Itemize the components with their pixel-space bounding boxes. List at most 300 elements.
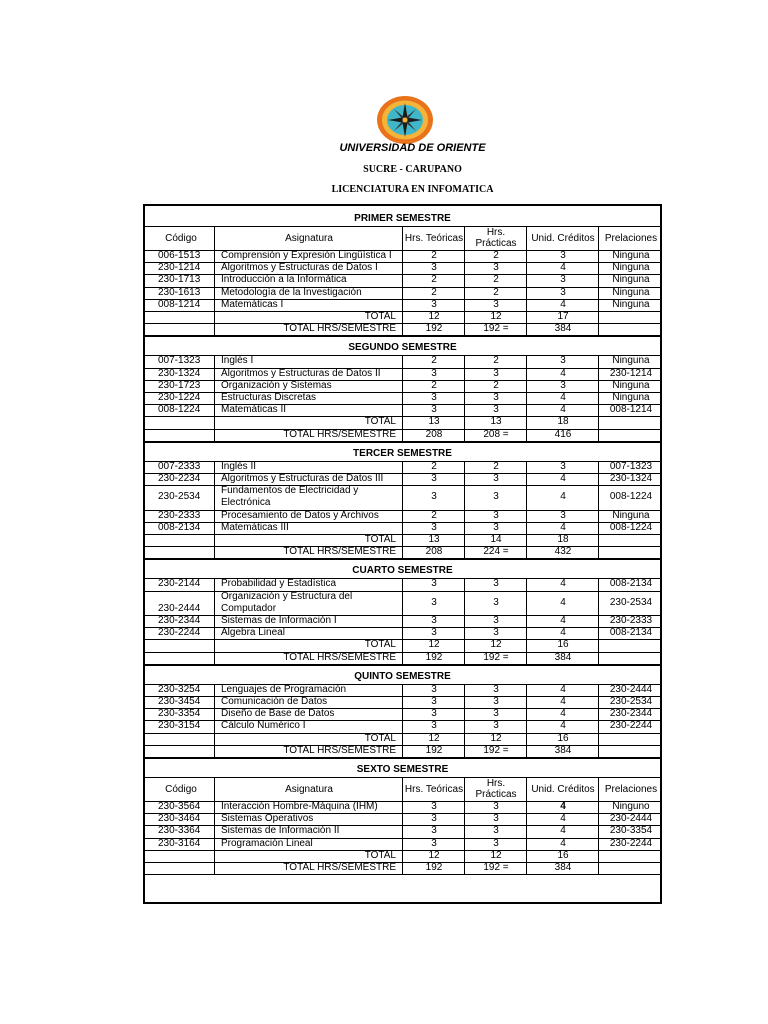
- course-code: 007-1323: [158, 355, 201, 367]
- theory-hours: 3: [431, 596, 437, 608]
- column-divider: [464, 813, 465, 825]
- practice-hours: 2: [493, 355, 499, 367]
- column-divider: [464, 274, 465, 286]
- course-code: 230-2444: [158, 602, 201, 614]
- practice-hours: 3: [493, 825, 499, 837]
- column-divider: [214, 578, 215, 590]
- column-header-theory-hours: Hrs. Teóricas: [404, 783, 464, 795]
- column-divider: [464, 534, 465, 546]
- column-divider: [526, 862, 527, 874]
- column-header-theory-hours: Hrs. Teóricas: [404, 232, 464, 244]
- course-code: 007-2333: [158, 460, 201, 472]
- column-divider: [402, 696, 403, 708]
- column-divider: [464, 250, 465, 262]
- column-divider: [402, 473, 403, 485]
- prerequisite: 008-1214: [609, 404, 653, 416]
- credit-units: 4: [560, 262, 566, 274]
- column-divider: [464, 708, 465, 720]
- column-divider: [598, 461, 599, 473]
- campus-name: SUCRE - CARUPANO: [363, 164, 462, 175]
- prerequisite: 007-1323: [609, 460, 653, 472]
- column-divider: [214, 838, 215, 850]
- column-divider: [214, 299, 215, 311]
- column-divider: [214, 287, 215, 299]
- semester-title: SEXTO SEMESTRE: [356, 764, 449, 775]
- prerequisite: 230-2444: [609, 813, 653, 825]
- column-divider: [526, 287, 527, 299]
- semester-title: TERCER SEMESTRE: [353, 447, 452, 459]
- total-hours-label: TOTAL HRS/SEMESTRE: [283, 546, 396, 558]
- column-divider: [402, 461, 403, 473]
- column-divider: [464, 777, 465, 801]
- column-divider: [402, 534, 403, 546]
- column-divider: [598, 404, 599, 416]
- column-divider: [526, 262, 527, 274]
- prerequisite: 008-1224: [609, 521, 653, 533]
- theory-hours: 3: [431, 615, 437, 627]
- course-name: Organización y Sistemas: [221, 379, 332, 391]
- theory-hours: 2: [431, 250, 437, 262]
- program-name: LICENCIATURA EN INFOMATICA: [331, 184, 494, 195]
- column-divider: [526, 708, 527, 720]
- course-code: 230-1613: [158, 286, 201, 298]
- course-name: Algoritmos y Estructuras de Datos III: [221, 473, 384, 485]
- prerequisite: Ninguna: [612, 274, 650, 286]
- column-divider: [598, 838, 599, 850]
- semester-practice-hours: 192 =: [483, 651, 509, 663]
- credit-units: 4: [560, 367, 566, 379]
- prerequisite: 230-2534: [609, 696, 653, 708]
- column-divider: [464, 696, 465, 708]
- theory-hours: 3: [431, 627, 437, 639]
- credit-units: 4: [560, 627, 566, 639]
- credit-units: 4: [560, 720, 566, 732]
- column-divider: [598, 720, 599, 732]
- course-code: 230-2333: [158, 509, 201, 521]
- column-divider: [402, 801, 403, 813]
- credit-units: 4: [560, 615, 566, 627]
- semester-total-hours: 416: [554, 428, 572, 440]
- credit-units: 4: [560, 578, 566, 590]
- column-divider: [464, 510, 465, 522]
- course-code: 230-1723: [158, 379, 201, 391]
- column-header-credits: Unid. Créditos: [531, 232, 595, 244]
- column-divider: [402, 627, 403, 639]
- column-divider: [526, 615, 527, 627]
- column-divider: [402, 850, 403, 862]
- course-code: 230-2234: [158, 473, 201, 485]
- column-divider: [214, 825, 215, 837]
- course-name: Algoritmos y Estructuras de Datos II: [221, 367, 381, 379]
- column-header-subject: Asignatura: [285, 232, 333, 244]
- course-code: 008-2134: [158, 521, 201, 533]
- column-divider: [464, 311, 465, 323]
- course-name: Metodología de la Investigación: [221, 286, 362, 298]
- total-credits: 16: [557, 732, 569, 744]
- column-divider: [526, 801, 527, 813]
- course-code: 006-1513: [158, 250, 201, 262]
- column-divider: [214, 534, 215, 546]
- column-divider: [464, 473, 465, 485]
- course-code: 230-1224: [158, 392, 201, 404]
- course-name: Sistemas de Información I: [221, 615, 337, 627]
- theory-hours: 3: [431, 720, 437, 732]
- column-divider: [214, 226, 215, 250]
- course-code: 230-1214: [158, 262, 201, 274]
- credit-units: 3: [560, 274, 566, 286]
- column-divider: [598, 684, 599, 696]
- column-divider: [214, 801, 215, 813]
- total-credits: 17: [557, 311, 569, 323]
- column-divider: [464, 862, 465, 874]
- semester-theory-hours: 192: [425, 862, 443, 874]
- theory-hours: 2: [431, 460, 437, 472]
- column-divider: [526, 510, 527, 522]
- column-divider: [464, 838, 465, 850]
- theory-hours: 3: [431, 837, 437, 849]
- theory-hours: 3: [431, 298, 437, 310]
- column-divider: [598, 473, 599, 485]
- course-name: Interacción Hombre-Máquina (IHM): [221, 801, 378, 813]
- column-divider: [598, 639, 599, 651]
- practice-hours: 3: [493, 491, 499, 503]
- column-divider: [526, 733, 527, 745]
- course-name: Algoritmos y Estructuras de Datos I: [221, 262, 378, 274]
- course-code: 230-2534: [158, 491, 201, 503]
- credit-units: 3: [560, 379, 566, 391]
- course-code: 230-1713: [158, 274, 201, 286]
- semester-total-hours: 432: [554, 546, 572, 558]
- course-name: Sistemas de Información II: [221, 825, 340, 837]
- column-divider: [526, 416, 527, 428]
- column-divider: [526, 429, 527, 441]
- theory-hours: 3: [431, 708, 437, 720]
- column-divider: [526, 311, 527, 323]
- column-divider: [214, 380, 215, 392]
- column-divider: [598, 522, 599, 534]
- total-theory-hours: 12: [428, 849, 440, 861]
- column-divider: [402, 368, 403, 380]
- theory-hours: 2: [431, 274, 437, 286]
- column-divider: [214, 733, 215, 745]
- column-divider: [598, 368, 599, 380]
- prerequisite: Ninguna: [612, 379, 650, 391]
- column-divider: [214, 777, 215, 801]
- column-divider: [598, 485, 599, 509]
- practice-hours: 3: [493, 262, 499, 274]
- course-code: 230-2344: [158, 615, 201, 627]
- column-divider: [464, 591, 465, 615]
- column-divider: [214, 262, 215, 274]
- column-header-code: Código: [165, 232, 197, 244]
- column-divider: [402, 416, 403, 428]
- total-label: TOTAL: [364, 311, 396, 323]
- column-divider: [598, 615, 599, 627]
- university-seal-logo: [376, 95, 434, 145]
- prerequisite: Ninguna: [612, 286, 650, 298]
- column-divider: [214, 404, 215, 416]
- course-name: Programación Lineal: [221, 837, 313, 849]
- practice-hours: 2: [493, 379, 499, 391]
- theory-hours: 3: [431, 521, 437, 533]
- total-credits: 16: [557, 639, 569, 651]
- semester-practice-hours: 192 =: [483, 323, 509, 335]
- total-theory-hours: 13: [428, 534, 440, 546]
- column-divider: [464, 615, 465, 627]
- semester-title: PRIMER SEMESTRE: [354, 213, 451, 224]
- column-divider: [402, 745, 403, 757]
- column-divider: [214, 485, 215, 509]
- prerequisite: Ninguna: [612, 262, 650, 274]
- column-divider: [464, 392, 465, 404]
- column-divider: [214, 392, 215, 404]
- total-practice-hours: 12: [490, 732, 502, 744]
- column-divider: [402, 777, 403, 801]
- column-divider: [598, 416, 599, 428]
- column-divider: [464, 733, 465, 745]
- credit-units: 4: [560, 813, 566, 825]
- column-divider: [214, 708, 215, 720]
- column-divider: [526, 684, 527, 696]
- column-divider: [598, 355, 599, 367]
- credit-units: 3: [560, 509, 566, 521]
- total-label: TOTAL: [364, 639, 396, 651]
- practice-hours: 3: [493, 708, 499, 720]
- column-divider: [214, 274, 215, 286]
- course-name: Organización y Estructura del Computador: [221, 590, 353, 614]
- total-credits: 16: [557, 849, 569, 861]
- column-divider: [464, 416, 465, 428]
- semester-title: QUINTO SEMESTRE: [354, 670, 451, 682]
- prerequisite: Ninguno: [612, 801, 650, 813]
- theory-hours: 3: [431, 473, 437, 485]
- column-divider: [402, 615, 403, 627]
- course-name: Probabilidad y Estadística: [221, 578, 337, 590]
- credit-units: 4: [560, 683, 566, 695]
- practice-hours: 3: [493, 720, 499, 732]
- column-header-prerequisites: Prelaciones: [604, 783, 658, 795]
- column-divider: [464, 299, 465, 311]
- column-divider: [214, 546, 215, 558]
- column-divider: [214, 429, 215, 441]
- total-label: TOTAL: [364, 732, 396, 744]
- column-divider: [402, 355, 403, 367]
- column-divider: [402, 311, 403, 323]
- semester-practice-hours: 192 =: [483, 862, 509, 874]
- prerequisite: 008-2134: [609, 578, 653, 590]
- prerequisite: Ninguna: [612, 298, 650, 310]
- semester-total-hours: 384: [554, 862, 572, 874]
- theory-hours: 2: [431, 509, 437, 521]
- column-divider: [464, 639, 465, 651]
- column-divider: [526, 850, 527, 862]
- column-divider: [402, 591, 403, 615]
- prerequisite: 008-2134: [609, 627, 653, 639]
- column-divider: [214, 615, 215, 627]
- credit-units: 4: [560, 708, 566, 720]
- column-divider: [598, 429, 599, 441]
- column-divider: [214, 368, 215, 380]
- total-practice-hours: 12: [490, 639, 502, 651]
- total-hours-label: TOTAL HRS/SEMESTRE: [283, 862, 396, 874]
- theory-hours: 3: [431, 262, 437, 274]
- column-divider: [526, 813, 527, 825]
- total-practice-hours: 13: [490, 416, 502, 428]
- column-divider: [464, 355, 465, 367]
- course-code: 008-1214: [158, 298, 201, 310]
- column-divider: [464, 404, 465, 416]
- column-divider: [598, 708, 599, 720]
- column-divider: [214, 652, 215, 664]
- practice-hours: 3: [493, 683, 499, 695]
- column-divider: [598, 262, 599, 274]
- column-divider: [214, 745, 215, 757]
- theory-hours: 3: [431, 491, 437, 503]
- column-divider: [402, 404, 403, 416]
- total-hours-label: TOTAL HRS/SEMESTRE: [283, 428, 396, 440]
- column-divider: [402, 392, 403, 404]
- practice-hours: 3: [493, 801, 499, 813]
- column-divider: [526, 274, 527, 286]
- course-name: Procesamiento de Datos y Archivos: [221, 509, 379, 521]
- column-divider: [526, 639, 527, 651]
- column-header-practice-hours: Hrs. Prácticas: [475, 778, 517, 800]
- column-divider: [598, 546, 599, 558]
- column-divider: [214, 416, 215, 428]
- column-divider: [598, 745, 599, 757]
- practice-hours: 3: [493, 298, 499, 310]
- column-divider: [402, 720, 403, 732]
- column-divider: [464, 485, 465, 509]
- course-name: Diseño de Base de Datos: [221, 708, 335, 720]
- prerequisite: Ninguna: [612, 355, 650, 367]
- course-name: Introducción a la Informática: [221, 274, 347, 286]
- theory-hours: 3: [431, 392, 437, 404]
- column-divider: [464, 720, 465, 732]
- practice-hours: 3: [493, 404, 499, 416]
- column-divider: [526, 250, 527, 262]
- column-divider: [598, 825, 599, 837]
- column-divider: [402, 380, 403, 392]
- column-divider: [598, 250, 599, 262]
- column-divider: [526, 226, 527, 250]
- total-theory-hours: 12: [428, 732, 440, 744]
- column-divider: [214, 522, 215, 534]
- practice-hours: 3: [493, 392, 499, 404]
- column-divider: [214, 250, 215, 262]
- total-credits: 18: [557, 416, 569, 428]
- column-divider: [402, 485, 403, 509]
- column-divider: [214, 355, 215, 367]
- course-code: 230-2244: [158, 627, 201, 639]
- column-divider: [598, 591, 599, 615]
- theory-hours: 3: [431, 683, 437, 695]
- prerequisite: 230-2444: [609, 683, 653, 695]
- course-name: Comprensión y Expresión Lingüística I: [221, 250, 392, 262]
- total-practice-hours: 14: [490, 534, 502, 546]
- total-label: TOTAL: [364, 534, 396, 546]
- column-divider: [214, 627, 215, 639]
- column-divider: [526, 323, 527, 335]
- column-divider: [526, 522, 527, 534]
- semester-theory-hours: 208: [425, 428, 443, 440]
- credit-units: 3: [560, 355, 566, 367]
- row-divider: [145, 874, 660, 875]
- credit-units: 4: [560, 825, 566, 837]
- column-divider: [214, 639, 215, 651]
- column-header-practice-hours: Hrs. Prácticas: [475, 227, 517, 249]
- column-divider: [402, 546, 403, 558]
- column-divider: [526, 368, 527, 380]
- column-divider: [526, 825, 527, 837]
- course-name: Estructuras Discretas: [221, 392, 317, 404]
- column-divider: [526, 534, 527, 546]
- column-divider: [526, 652, 527, 664]
- column-divider: [464, 429, 465, 441]
- column-divider: [402, 274, 403, 286]
- column-divider: [464, 825, 465, 837]
- prerequisite: 230-2333: [609, 615, 653, 627]
- column-divider: [526, 392, 527, 404]
- prerequisite: Ninguna: [612, 250, 650, 262]
- column-divider: [464, 380, 465, 392]
- practice-hours: 3: [493, 367, 499, 379]
- course-name: Inglés II: [221, 460, 257, 472]
- column-divider: [526, 473, 527, 485]
- total-theory-hours: 12: [428, 311, 440, 323]
- column-divider: [526, 355, 527, 367]
- semester-theory-hours: 192: [425, 323, 443, 335]
- theory-hours: 2: [431, 379, 437, 391]
- column-header-code: Código: [165, 783, 197, 795]
- theory-hours: 3: [431, 825, 437, 837]
- column-divider: [402, 708, 403, 720]
- course-name: Algebra Lineal: [221, 627, 285, 639]
- total-hours-label: TOTAL HRS/SEMESTRE: [283, 651, 396, 663]
- column-divider: [598, 510, 599, 522]
- credit-units: 4: [560, 596, 566, 608]
- column-divider: [402, 250, 403, 262]
- course-name: Matemáticas I: [221, 298, 284, 310]
- column-divider: [526, 380, 527, 392]
- semester-title: CUARTO SEMESTRE: [352, 565, 453, 577]
- theory-hours: 3: [431, 813, 437, 825]
- column-divider: [214, 850, 215, 862]
- semester-title: SEGUNDO SEMESTRE: [348, 342, 457, 354]
- column-divider: [526, 777, 527, 801]
- column-divider: [214, 473, 215, 485]
- semester-theory-hours: 208: [425, 546, 443, 558]
- course-name: Lenguajes de Programación: [221, 683, 347, 695]
- semester-theory-hours: 192: [425, 651, 443, 663]
- course-code: 230-3354: [158, 708, 201, 720]
- column-divider: [464, 262, 465, 274]
- column-divider: [526, 745, 527, 757]
- column-divider: [402, 733, 403, 745]
- credit-units: 3: [560, 250, 566, 262]
- column-divider: [598, 274, 599, 286]
- column-divider: [464, 323, 465, 335]
- prerequisite: 230-1214: [609, 367, 653, 379]
- course-name: Comunicación de Datos: [221, 696, 328, 708]
- prerequisite: 230-3354: [609, 825, 653, 837]
- course-code: 230-3254: [158, 683, 201, 695]
- column-divider: [402, 299, 403, 311]
- course-code: 230-3454: [158, 696, 201, 708]
- credit-units: 4: [560, 298, 566, 310]
- semester-practice-hours: 192 =: [483, 744, 509, 756]
- column-divider: [598, 323, 599, 335]
